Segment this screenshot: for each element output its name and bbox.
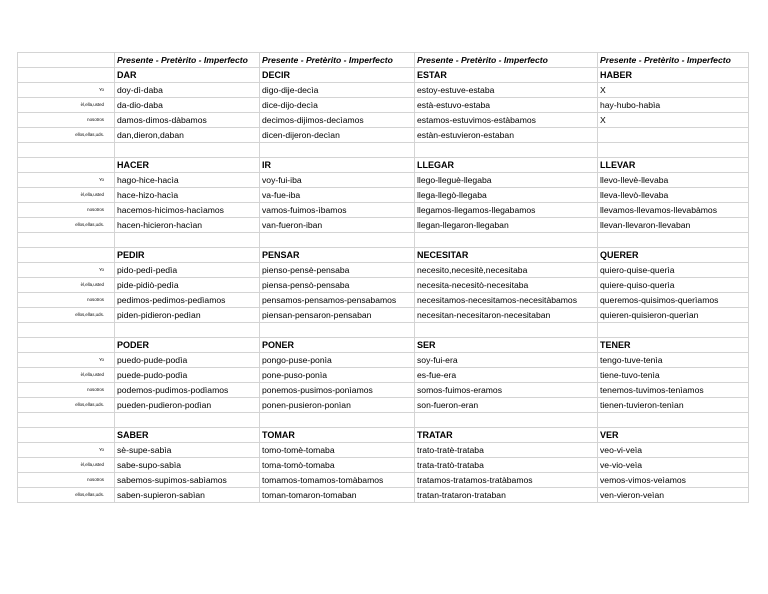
conjugation-cell: pienso-pensè-pensaba <box>260 263 415 278</box>
empty-cell <box>115 143 260 158</box>
conjugation-cell: estoy-estuve-estaba <box>415 83 598 98</box>
empty-cell <box>415 233 598 248</box>
conjugation-cell: vamos-fuimos-ìbamos <box>260 203 415 218</box>
verb-row <box>18 158 749 173</box>
tense-header: Presente - Pretèrito - Imperfecto <box>598 53 749 68</box>
conjugation-cell: piensan-pensaron-pensaban <box>260 308 415 323</box>
tense-header: Presente - Pretèrito - Imperfecto <box>260 53 415 68</box>
verb-row <box>18 68 749 83</box>
conjugation-row <box>18 353 749 368</box>
conjugation-cell: ven-vieron-veìan <box>598 488 749 503</box>
conjugation-cell: doy-dì-daba <box>115 83 260 98</box>
conjugation-row <box>18 398 749 413</box>
conjugation-cell: llega-llegò-llegaba <box>415 188 598 203</box>
conjugation-cell: hago-hice-hacìa <box>115 173 260 188</box>
empty-cell <box>260 233 415 248</box>
person-label: ellos,ellas,uds. <box>18 308 115 323</box>
conjugation-cell: pueden-pudieron-podìan <box>115 398 260 413</box>
verb-name: SABER <box>115 428 260 443</box>
empty-cell <box>18 248 115 263</box>
conjugation-cell: pido-pedì-pedìa <box>115 263 260 278</box>
conjugation-row <box>18 488 749 503</box>
conjugation-cell: puedo-pude-podìa <box>115 353 260 368</box>
conjugation-cell: llevan-llevaron-llevaban <box>598 218 749 233</box>
person-label: nosotros <box>18 473 115 488</box>
person-label: Yo <box>18 353 115 368</box>
conjugation-row <box>18 173 749 188</box>
person-label: nosotros <box>18 293 115 308</box>
empty-cell <box>598 143 749 158</box>
conjugation-cell: vemos-vimos-veìamos <box>598 473 749 488</box>
conjugation-row <box>18 188 749 203</box>
conjugation-cell: sè-supe-sabìa <box>115 443 260 458</box>
verb-name: SER <box>415 338 598 353</box>
conjugation-cell: dan,dieron,daban <box>115 128 260 143</box>
conjugation-cell: ve-vio-veìa <box>598 458 749 473</box>
conjugation-row <box>18 113 749 128</box>
empty-cell <box>18 428 115 443</box>
person-label: Yo <box>18 263 115 278</box>
person-label: Yo <box>18 443 115 458</box>
verb-name: TRATAR <box>415 428 598 443</box>
conjugation-cell: hacen-hicieron-hacìan <box>115 218 260 233</box>
conjugation-cell: està-estuvo-estaba <box>415 98 598 113</box>
conjugation-cell: tengo-tuve-tenìa <box>598 353 749 368</box>
conjugation-row <box>18 263 749 278</box>
empty-cell <box>415 143 598 158</box>
conjugation-cell: necesitamos-necesitamos-necesitàbamos <box>415 293 598 308</box>
person-label: nosotros <box>18 383 115 398</box>
empty-cell <box>115 323 260 338</box>
conjugation-cell: estamos-estuvimos-estàbamos <box>415 113 598 128</box>
verb-name: IR <box>260 158 415 173</box>
conjugation-cell: X <box>598 83 749 98</box>
conjugation-cell: quieren-quisieron-querìan <box>598 308 749 323</box>
conjugation-cell: podemos-pudimos-podìamos <box>115 383 260 398</box>
conjugation-cell: sabe-supo-sabìa <box>115 458 260 473</box>
conjugation-cell: piensa-pensò-pensaba <box>260 278 415 293</box>
conjugation-cell: tomo-tomè-tomaba <box>260 443 415 458</box>
conjugation-cell: tratamos-tratamos-tratàbamos <box>415 473 598 488</box>
verb-name: PENSAR <box>260 248 415 263</box>
conjugation-row <box>18 368 749 383</box>
empty-cell <box>415 323 598 338</box>
verb-row <box>18 338 749 353</box>
conjugation-cell: hacemos-hicimos-hacìamos <box>115 203 260 218</box>
conjugation-cell: pedimos-pedimos-pedìamos <box>115 293 260 308</box>
conjugation-cell: piden-pidieron-pedìan <box>115 308 260 323</box>
conjugation-cell: tomamos-tomamos-tomàbamos <box>260 473 415 488</box>
conjugation-cell <box>598 128 749 143</box>
person-label: Yo <box>18 173 115 188</box>
conjugation-row <box>18 98 749 113</box>
conjugation-cell: saben-supieron-sabìan <box>115 488 260 503</box>
conjugation-cell: voy-fui-iba <box>260 173 415 188</box>
conjugation-cell: lleva-llevò-llevaba <box>598 188 749 203</box>
conjugation-cell: estàn-estuvieron-estaban <box>415 128 598 143</box>
conjugation-row <box>18 473 749 488</box>
conjugation-cell: trata-tratò-trataba <box>415 458 598 473</box>
conjugation-cell: ponemos-pusimos-ponìamos <box>260 383 415 398</box>
verb-name: NECESITAR <box>415 248 598 263</box>
conjugation-cell: llego-lleguè-llegaba <box>415 173 598 188</box>
spacer-row <box>18 323 749 338</box>
person-label: èl,ella,usted <box>18 458 115 473</box>
conjugation-row <box>18 383 749 398</box>
conjugation-cell: sabemos-supimos-sabìamos <box>115 473 260 488</box>
spacer-row <box>18 143 749 158</box>
verb-name: PODER <box>115 338 260 353</box>
person-label: ellos,ellas,uds. <box>18 218 115 233</box>
conjugation-cell: tratan-trataron-trataban <box>415 488 598 503</box>
conjugation-cell: pone-puso-ponìa <box>260 368 415 383</box>
conjugation-cell: toma-tomò-tomaba <box>260 458 415 473</box>
verb-name: DAR <box>115 68 260 83</box>
header-row <box>18 53 749 68</box>
empty-cell <box>18 143 115 158</box>
spacer-row <box>18 413 749 428</box>
person-label: ellos,ellas,uds. <box>18 488 115 503</box>
conjugation-row <box>18 203 749 218</box>
person-label: èl,ella,usted <box>18 368 115 383</box>
conjugation-table <box>17 52 749 503</box>
verb-name: HABER <box>598 68 749 83</box>
empty-cell <box>115 413 260 428</box>
verb-name: TENER <box>598 338 749 353</box>
verb-name: ESTAR <box>415 68 598 83</box>
conjugation-cell: veo-vi-veìa <box>598 443 749 458</box>
conjugation-cell: hace-hizo-hacìa <box>115 188 260 203</box>
conjugation-cell: tiene-tuvo-tenìa <box>598 368 749 383</box>
conjugation-cell: llegan-llegaron-llegaban <box>415 218 598 233</box>
empty-cell <box>598 413 749 428</box>
corner-cell <box>18 53 115 68</box>
empty-cell <box>18 413 115 428</box>
empty-cell <box>260 143 415 158</box>
empty-cell <box>18 68 115 83</box>
verb-name: PEDIR <box>115 248 260 263</box>
empty-cell <box>115 233 260 248</box>
verb-row <box>18 428 749 443</box>
empty-cell <box>415 413 598 428</box>
person-label: Yo <box>18 83 115 98</box>
conjugation-cell: puede-pudo-podìa <box>115 368 260 383</box>
conjugation-cell: hay-hubo-habìa <box>598 98 749 113</box>
verb-name: DECIR <box>260 68 415 83</box>
conjugation-cell: X <box>598 113 749 128</box>
conjugation-row <box>18 83 749 98</box>
conjugation-cell: digo-dije-decìa <box>260 83 415 98</box>
person-label: èl,ella,usted <box>18 278 115 293</box>
conjugation-row <box>18 218 749 233</box>
conjugation-cell: quiero-quise-querìa <box>598 263 749 278</box>
conjugation-row <box>18 308 749 323</box>
empty-cell <box>598 323 749 338</box>
conjugation-cell: decimos-dijimos-decìamos <box>260 113 415 128</box>
conjugation-cell: tenemos-tuvimos-tenìamos <box>598 383 749 398</box>
person-label: nosotros <box>18 203 115 218</box>
conjugation-cell: necesita-necesitò-necesitaba <box>415 278 598 293</box>
conjugation-cell: tienen-tuvieron-tenìan <box>598 398 749 413</box>
person-label: nosotros <box>18 113 115 128</box>
verb-name: HACER <box>115 158 260 173</box>
conjugation-cell: damos-dimos-dàbamos <box>115 113 260 128</box>
conjugation-row <box>18 443 749 458</box>
conjugation-cell: van-fueron-iban <box>260 218 415 233</box>
person-label: ellos,ellas,uds. <box>18 398 115 413</box>
conjugation-cell: llegamos-llegamos-llegabamos <box>415 203 598 218</box>
conjugation-row <box>18 458 749 473</box>
verb-name: LLEVAR <box>598 158 749 173</box>
conjugation-cell: necesito,necesitè,necesitaba <box>415 263 598 278</box>
conjugation-cell: trato-tratè-trataba <box>415 443 598 458</box>
empty-cell <box>18 323 115 338</box>
verb-name: LLEGAR <box>415 158 598 173</box>
tense-header: Presente - Pretèrito - Imperfecto <box>115 53 260 68</box>
conjugation-row <box>18 278 749 293</box>
conjugation-row <box>18 128 749 143</box>
empty-cell <box>260 413 415 428</box>
verb-name: QUERER <box>598 248 749 263</box>
conjugation-cell: toman-tomaron-tomaban <box>260 488 415 503</box>
empty-cell <box>18 158 115 173</box>
conjugation-cell: soy-fui-era <box>415 353 598 368</box>
conjugation-cell: queremos-quisimos-querìamos <box>598 293 749 308</box>
verb-name: VER <box>598 428 749 443</box>
conjugation-cell: llevamos-llevamos-llevabàmos <box>598 203 749 218</box>
conjugation-cell: da-dio-daba <box>115 98 260 113</box>
verb-name: PONER <box>260 338 415 353</box>
conjugation-row <box>18 293 749 308</box>
verb-row <box>18 248 749 263</box>
empty-cell <box>598 233 749 248</box>
verb-name: TOMAR <box>260 428 415 443</box>
conjugation-cell: dice-dijo-decìa <box>260 98 415 113</box>
conjugation-cell: ponen-pusieron-ponìan <box>260 398 415 413</box>
conjugation-cell: quiere-quiso-querìa <box>598 278 749 293</box>
person-label: èl,ella,usted <box>18 188 115 203</box>
empty-cell <box>18 233 115 248</box>
tense-header: Presente - Pretèrito - Imperfecto <box>415 53 598 68</box>
conjugation-cell: son-fueron-eran <box>415 398 598 413</box>
empty-cell <box>18 338 115 353</box>
conjugation-cell: dicen-dijeron-decìan <box>260 128 415 143</box>
conjugation-cell: pide-pidiò-pedìa <box>115 278 260 293</box>
person-label: ellos,ellas,uds. <box>18 128 115 143</box>
conjugation-cell: necesitan-necesitaron-necesitaban <box>415 308 598 323</box>
conjugation-cell: llevo-llevè-llevaba <box>598 173 749 188</box>
conjugation-cell: pongo-puse-ponìa <box>260 353 415 368</box>
conjugation-cell: somos-fuimos-eramos <box>415 383 598 398</box>
conjugation-cell: es-fue-era <box>415 368 598 383</box>
conjugation-cell: pensamos-pensamos-pensabamos <box>260 293 415 308</box>
empty-cell <box>260 323 415 338</box>
spacer-row <box>18 233 749 248</box>
person-label: èl,ella,usted <box>18 98 115 113</box>
conjugation-cell: va-fue-iba <box>260 188 415 203</box>
